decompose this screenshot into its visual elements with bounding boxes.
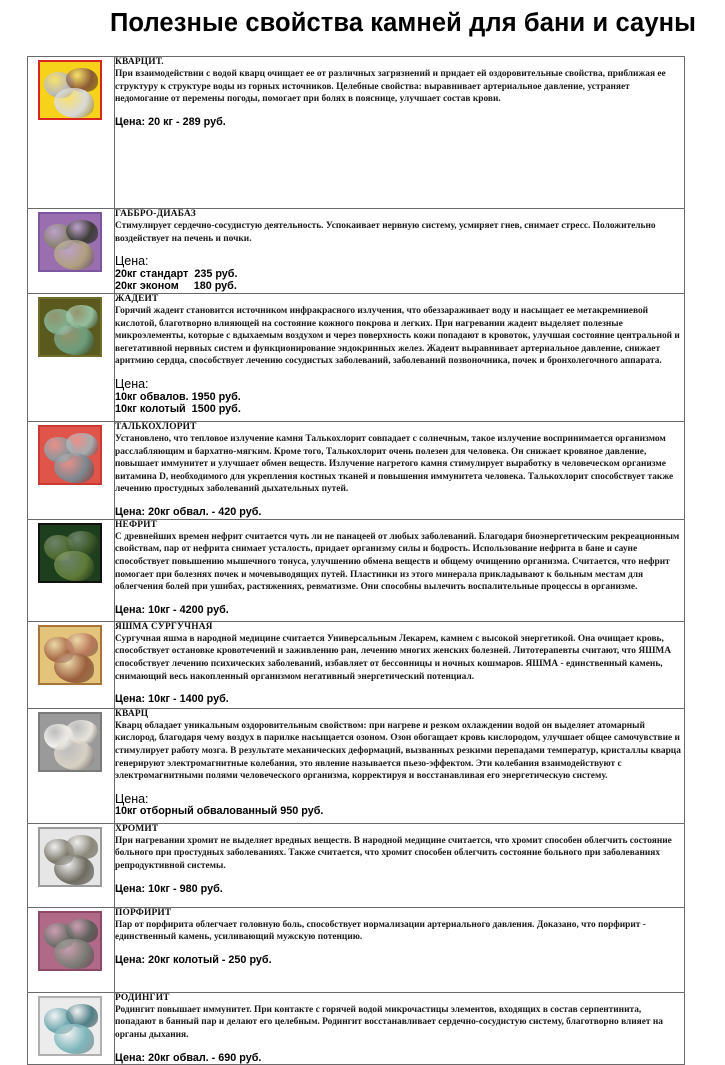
stone-description: Кварц обладает уникальным оздоровительным свойством: при нагреве и резком охлаждении водой он выделяет атомарный кислород, благодаря чему воздух в парилке насыщается озоном. Озон обогащает кровь кислородом, улучшает общее самочувствие и стимулирует работу мозга. В результате механических деформаций, вызванных резкими перепадами температур, кристаллы кварца генерируют электромагнитные колебания, это явление называется пьезо-эффектом. Эти колебания взаимодействуют с электромагнитными полями человеческого организма, корректируя и восстанавливая его энергетическую систему. <box>115 720 681 782</box>
stone-piece-icon <box>54 855 94 885</box>
stone-description: Установлено, что тепловое излучение камня Талькохлорит совпадает с солнечным, такое излучение воспринимается организмом расслабляющим и бархатно-мягким. Кроме того, Талькохлорит очень полезен для человека. Он снижает кровяное давление, повышает иммунитет и улучшает обмен веществ. Излучение нагретого камня стимулирует выработку в человеческом организме витамина D, необходимого для укрепления костных тканей и повышения иммунитета человека. Талькохлорит способствует также лечению простудных заболеваний дыхательных путей. <box>115 434 674 495</box>
price-line: 10кг колотый 1500 руб. <box>115 403 241 416</box>
stone-name: ПОРФИРИТ <box>115 907 172 918</box>
page-title: Полезные свойства камней для бани и сауны <box>110 9 696 37</box>
stone-price <box>115 116 684 129</box>
stone-name: ГАББРО-ДИАБАЗ <box>115 209 196 219</box>
stone-price <box>115 378 684 416</box>
stone-piece-icon <box>54 740 94 770</box>
stone-description: Стимулирует сердечно-сосудистую деятельность. Успокаивает нервную систему, усмиряет гнев, снимает стресс. Положительно воздействует на печень и почки. <box>115 221 656 244</box>
stone-image-cell <box>28 907 115 992</box>
stone-description: Горячий жадеит становится источником инфракрасного излучения, что обеззараживает воду и насыщает ее метакремниевой кислотой, благотворно влияющей на состояние кожного покрова и легких. При нагревании жадеит выделяет полезные микроэлементы, которые с вдыхаемым воздухом и через поверхность кожи попадают в кровоток, улучшая состояние центральной и вегетативной нервных систем и функционирование эндокринных желез. Жадеит выравнивает артериальное давление, снижает аритмию сердца, способствует лечению сосудистых заболеваний, заболеваний позвоночника, почек и бронхолегочного аппарата. <box>115 306 680 367</box>
talcochlorite-stones-image <box>38 425 102 485</box>
stone-price <box>115 793 684 818</box>
stone-text-cell <box>115 57 685 209</box>
price-label: Цена: <box>115 377 149 392</box>
stone-price <box>115 693 684 706</box>
stone-text-cell <box>115 293 685 421</box>
stone-row <box>28 209 685 294</box>
stone-image-cell <box>28 57 115 209</box>
stone-price <box>115 255 684 293</box>
stone-row <box>28 421 685 519</box>
rodingite-stones-image <box>38 996 102 1056</box>
stone-price <box>115 1052 684 1065</box>
price-line: 20кг эконом 180 руб. <box>115 280 237 293</box>
stone-description: С древнейших времен нефрит считается чуть ли не панацеей от любых заболеваний. Благодаря биоэнергетическим рекреационным свойствам, пар от нефрита снимает усталость, придает организму силы и бодрость. Использование нефрита в бане и сауне способствует повышению мышечного тонуса, улучшению обмена веществ и общему очищению организма. Считается, что нефрит помогает при болезнях почек и мочевыводящих путей. Пластинки из этого минерала прикладывают к больным местам для облегчения болей при ушибах, растяжениях, ревматизме. Они способны вылечить воспалительные процессы в организме. <box>115 531 680 593</box>
stone-name: ЯШМА СУРГУЧНАЯ <box>115 621 213 632</box>
stone-image-cell <box>28 293 115 421</box>
porphyrite-stones-image <box>38 911 102 971</box>
price-line: Цена: 10кг - 980 руб. <box>115 882 223 895</box>
jadeite-stones-image <box>38 297 102 357</box>
stone-image-cell <box>28 992 115 1064</box>
quartzite-stones-image <box>38 60 102 120</box>
stone-text-cell <box>115 708 685 823</box>
price-line: Цена: 20 кг - 289 руб. <box>115 115 226 128</box>
stone-row <box>28 293 685 421</box>
price-line: 10кг обвалов. 1950 руб. <box>115 390 241 403</box>
stone-piece-icon <box>54 325 94 355</box>
stone-image-cell <box>28 519 115 621</box>
stone-row <box>28 57 685 209</box>
price-line: Цена: 20кг колотый - 250 руб. <box>115 953 272 966</box>
stone-image-cell <box>28 209 115 294</box>
stone-image-cell <box>28 621 115 708</box>
price-line: Цена: 20кг обвал. - 690 руб. <box>115 1051 262 1064</box>
stone-row <box>28 823 685 907</box>
stone-name: КВАРЦ <box>115 708 149 719</box>
quartz-stones-image <box>38 712 102 772</box>
stone-text-cell <box>115 519 685 621</box>
price-line: 10кг отборный обвалованный 950 руб. <box>115 805 324 818</box>
stone-price <box>115 954 684 967</box>
stone-price <box>115 883 684 896</box>
price-label: Цена: <box>115 791 149 806</box>
stone-image-cell <box>28 823 115 907</box>
stone-piece-icon <box>54 653 94 683</box>
gabbro-diabase-stones-image <box>38 212 102 272</box>
stone-description: Пар от порфирита облегчает головную боль, способствует нормализации артериального давления. Доказано, что порфирит - единственный камень, усиливающий мужскую потенцию. <box>115 919 646 943</box>
price-label: Цена: <box>115 254 149 269</box>
stone-row <box>28 708 685 823</box>
stone-text-cell <box>115 209 685 294</box>
stones-table <box>27 56 685 1065</box>
stone-piece-icon <box>54 88 94 118</box>
stone-row <box>28 907 685 992</box>
stone-price <box>115 604 684 617</box>
stone-piece-icon <box>54 453 94 483</box>
stone-price <box>115 506 684 519</box>
nephrite-stones-image <box>38 523 102 583</box>
stone-description: Сургучная яшма в народной медицине считается Универсальным Лекарем, камнем с высокой энергетикой. Она очищает кровь, способствует остановке кровотечений и заживлению ран, лечению многих женских болезней. Литотерапевты считают, что ЯШМА способствует лечению психических заболеваний, избавляет от бессонницы и ночных кошмаров. ЯШМА - единственный камень, снимающий весь накопленный организмом негативный энергетический потенциал. <box>115 633 671 682</box>
stone-description: При взаимодействии с водой кварц очищает ее от различных загрязнений и придает ей оздоровительные свойства, приближая ее структуру к структуре воды из горных источников. Целебные свойства: выравнивает артериальное давление, устраняет недомогание от перемены погоды, помогает при болях в пояснице, улучшает состав крови. <box>115 69 666 105</box>
stone-name: ТАЛЬКОХЛОРИТ <box>115 421 197 432</box>
sealing-wax-jasper-stones-image <box>38 625 102 685</box>
stone-name: НЕФРИТ <box>115 519 158 530</box>
stone-piece-icon <box>54 551 94 581</box>
stone-name: ХРОМИТ <box>115 823 159 834</box>
price-line: Цена: 10кг - 1400 руб. <box>115 693 229 706</box>
stone-name: РОДИНГИТ <box>115 992 170 1003</box>
stone-text-cell <box>115 992 685 1064</box>
stone-piece-icon <box>54 240 94 270</box>
stone-row <box>28 992 685 1064</box>
stone-row <box>28 519 685 621</box>
stone-name: КВАРЦИТ. <box>115 57 164 67</box>
stone-row <box>28 621 685 708</box>
price-line: Цена: 10кг - 4200 руб. <box>115 603 229 616</box>
stone-image-cell <box>28 708 115 823</box>
stone-name: ЖАДЕИТ <box>115 293 159 304</box>
stone-piece-icon <box>54 939 94 969</box>
stone-image-cell <box>28 421 115 519</box>
stone-description: Родингит повышает иммунитет. При контакте с горячей водой микрочастицы элементов, входящих в состав серпентинита, попадают в банный пар и делают его целебным. Родингит восстанавливает сердечно-сосудистую систему, благотворно влияет на органы дыхания. <box>115 1004 663 1040</box>
price-line: 20кг стандарт 235 руб. <box>115 267 238 280</box>
stone-piece-icon <box>54 1024 94 1054</box>
stone-text-cell <box>115 907 685 992</box>
chromite-stones-image <box>38 827 102 887</box>
stone-description: При нагревании хромит не выделяет вредных веществ. В народной медицине считается, что хромит способен облегчить состояние больного при простудных заболеваниях. Также считается, что хромит способен облегчить состояние больного при заболеваниях репродуктивной системы. <box>115 835 672 871</box>
stone-text-cell <box>115 421 685 519</box>
price-line: Цена: 20кг обвал. - 420 руб. <box>115 506 262 519</box>
stone-text-cell <box>115 621 685 708</box>
stone-text-cell <box>115 823 685 907</box>
